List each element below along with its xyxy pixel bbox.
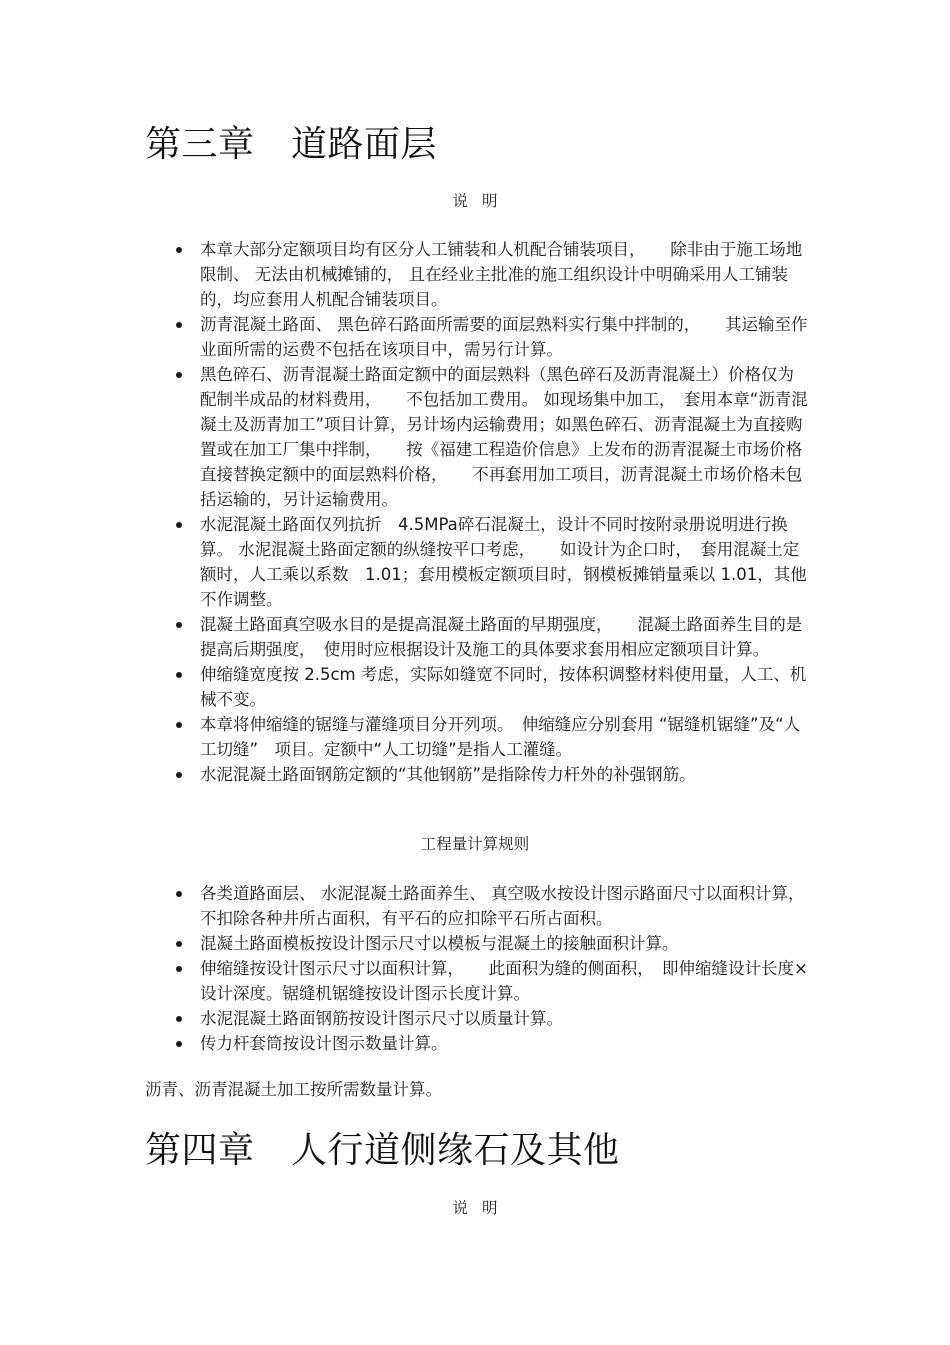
list-item: 本章将伸缩缝的锯缝与灌缝项目分开列项。 伸缩缝应分别套用 “锯缝机锯缝”及“人工切缝” 项目。定额中“人工切缝”是指人工灌缝。 [200,712,808,762]
list-item: 沥青混凝土路面、 黑色碎石路面所需要的面层熟料实行集中拌制的， 其运输至作业面所需的运费不包括在该项目中，需另行计算。 [200,312,808,362]
chapter-title: 第三章 道路面层 [145,124,438,165]
list-item: 混凝土路面真空吸水目的是提高混凝土路面的早期强度， 混凝土路面养生目的是提高后期强度， 使用时应根据设计及施工的具体要求套用相应定额项目计算。 [200,612,808,662]
rules-heading: 工程量计算规则 [420,835,530,853]
list-item: 传力杆套筒按设计图示数量计算。 [200,1031,808,1056]
notes-heading: 说明 [452,1199,512,1217]
list-item: 水泥混凝土路面仅列抗折 4.5MPa碎石混凝土，设计不同时按附录册说明进行换算。 水泥混凝土路面定额的纵缝按平口考虑， 如设计为企口时， 套用混凝土定额时，人工乘以系数 1.01；套用模板定额项目时，钢模板摊销量乘以 1.01，其他不作调整。 [200,512,808,612]
list-item: 水泥混凝土路面钢筋按设计图示尺寸以质量计算。 [200,1006,808,1031]
list-item: 混凝土路面模板按设计图示尺寸以模板与混凝土的接触面积计算。 [200,931,808,956]
rules-list [200,881,808,1056]
list-item: 本章大部分定额项目均有区分人工铺装和人机配合铺装项目， 除非由于施工场地限制、 无法由机械摊铺的， 且在经业主批准的施工组织设计中明确采用人工铺装的，均应套用人机配合铺装项目。 [200,237,808,312]
list-item: 伸缩缝宽度按 2.5cm 考虑，实际如缝宽不同时，按体积调整材料使用量，人工、机械不变。 [200,662,808,712]
chapter-title: 第四章 人行道侧缘石及其他 [145,1130,620,1171]
list-item: 黑色碎石、沥青混凝土路面定额中的面层熟料（黑色碎石及沥青混凝土）价格仅为配制半成品的材料费用， 不包括加工费用。 如现场集中加工， 套用本章“沥青混凝土及沥青加工”项目计算，另计场内运输费用；如黑色碎石、沥青混凝土为直接购置或在加工厂集中拌制， 按《福建工程造价信息》上发布的沥青混凝土市场价格直接替换定额中的面层熟料价格， 不再套用加工项目，沥青混凝土市场价格未包括运输的，另计运输费用。 [200,362,808,512]
list-item: 各类道路面层、 水泥混凝土路面养生、 真空吸水按设计图示路面尺寸以面积计算，不扣除各种井所占面积，有平石的应扣除平石所占面积。 [200,881,808,931]
list-item: 水泥混凝土路面钢筋定额的“其他钢筋”是指除传力杆外的补强钢筋。 [200,762,808,787]
list-item: 伸缩缝按设计图示尺寸以面积计算， 此面积为缝的侧面积， 即伸缩缝设计长度×设计深度。锯缝机锯缝按设计图示长度计算。 [200,956,808,1006]
closing-paragraph: 沥青、沥青混凝土加工按所需数量计算。 [145,1080,442,1099]
notes-heading: 说明 [452,192,512,210]
notes-list [200,237,808,787]
